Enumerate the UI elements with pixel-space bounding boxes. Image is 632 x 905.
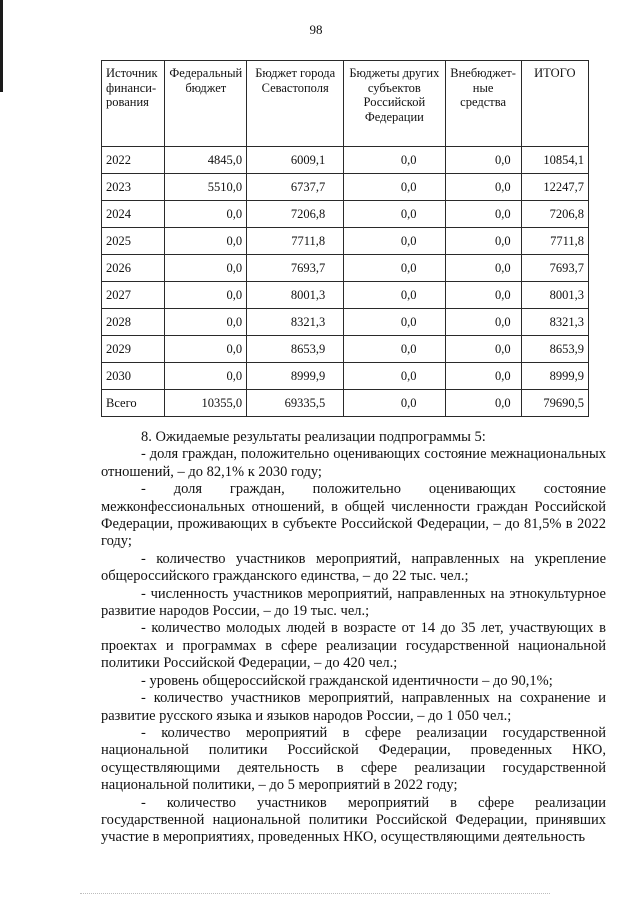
table-row	[102, 363, 589, 390]
cell-sevastopol: 7711,8	[247, 228, 344, 255]
cell-year: 2029	[102, 336, 165, 363]
cell-extrabudgetary: 0,0	[445, 363, 521, 390]
cell-federal: 0,0	[165, 336, 247, 363]
table-row	[102, 309, 589, 336]
cell-sevastopol: 6737,7	[247, 174, 344, 201]
cell-extrabudgetary: 0,0	[445, 228, 521, 255]
table-row	[102, 228, 589, 255]
table-header-row	[102, 61, 589, 147]
table-row	[102, 174, 589, 201]
cell-total: 8653,9	[521, 336, 588, 363]
cell-other-subjects: 0,0	[344, 309, 445, 336]
cell-sevastopol: 8321,3	[247, 309, 344, 336]
result-item: - количество участников мероприятий, направленных на сохранение и развитие русского языка и языков народов России, – до 1 050 чел.;	[101, 690, 606, 724]
result-item: - количество молодых людей в возрасте от 14 до 35 лет, участвующих в проектах и программах в сфере реализации государственной национальной политики Российской Федерации, – до 420 чел.;	[101, 620, 606, 672]
header-total: ИТОГО	[521, 61, 588, 147]
result-item: - количество участников мероприятий в сфере реализации государственной национальной политики Российской Федерации, принявших участие в мероприятиях, проведенных НКО, осуществляющими деятельность	[101, 794, 606, 846]
cell-year: 2026	[102, 255, 165, 282]
cell-total: 7693,7	[521, 255, 588, 282]
cell-year: 2022	[102, 147, 165, 174]
cell-total: 7206,8	[521, 201, 588, 228]
cell-extrabudgetary: 0,0	[445, 336, 521, 363]
cell-federal: 0,0	[165, 282, 247, 309]
cell-sevastopol: 7693,7	[247, 255, 344, 282]
cell-sevastopol: 8653,9	[247, 336, 344, 363]
cell-total: 7711,8	[521, 228, 588, 255]
cell-sevastopol: 6009,1	[247, 147, 344, 174]
result-item: - количество мероприятий в сфере реализации государственной национальной политики Российской Федерации, проведенных НКО, осуществляющими деятельность в сфере реализации государственной национальной политики, – до 5 мероприятий в 2022 году;	[101, 724, 606, 794]
cell-sevastopol: 8999,9	[247, 363, 344, 390]
table-row	[102, 201, 589, 228]
cell-year: 2030	[102, 363, 165, 390]
cell-other-subjects: 0,0	[344, 201, 445, 228]
cell-total: 8999,9	[521, 363, 588, 390]
cell-total: 8001,3	[521, 282, 588, 309]
cell-federal: 0,0	[165, 228, 247, 255]
cell-extrabudgetary: 0,0	[445, 390, 521, 417]
cell-other-subjects: 0,0	[344, 363, 445, 390]
result-item: - доля граждан, положительно оценивающих состояние межнациональных отношений, – до 82,1% к 2030 году;	[101, 446, 606, 480]
cell-extrabudgetary: 0,0	[445, 147, 521, 174]
cell-other-subjects: 0,0	[344, 282, 445, 309]
header-extrabudgetary: Внебюджет-ные средства	[445, 61, 521, 147]
table-header	[102, 61, 589, 147]
result-item: - уровень общероссийской гражданской идентичности – до 90,1%;	[141, 672, 553, 689]
cell-total: 79690,5	[521, 390, 588, 417]
cell-year: 2028	[102, 309, 165, 336]
cell-total: 8321,3	[521, 309, 588, 336]
scan-bottom-artifact	[80, 893, 550, 895]
page-number: 98	[309, 22, 323, 37]
table-row	[102, 255, 589, 282]
table-row	[102, 147, 589, 174]
result-item: - количество участников мероприятий, направленных на укрепление общероссийского гражданского единства, – до 22 тыс. чел.;	[101, 550, 606, 585]
cell-year: 2024	[102, 201, 165, 228]
header-sevastopol-budget: Бюджет города Севастополя	[247, 61, 344, 147]
cell-federal: 0,0	[165, 309, 247, 336]
table-row-total	[102, 390, 589, 417]
header-source: Источник финанси-рования	[102, 61, 165, 147]
cell-federal: 0,0	[165, 201, 247, 228]
cell-sevastopol: 8001,3	[247, 282, 344, 309]
result-item: - численность участников мероприятий, направленных на этнокультурное развитие народов России, – до 19 тыс. чел.;	[101, 585, 606, 620]
result-item: - доля граждан, положительно оценивающих состояние межконфессиональных отношений, в общей численности граждан Российской Федерации, проживающих в субъекте Российской Федерации, – до 81,5% в 2022 году;	[101, 481, 606, 550]
cell-other-subjects: 0,0	[344, 228, 445, 255]
cell-other-subjects: 0,0	[344, 174, 445, 201]
cell-extrabudgetary: 0,0	[445, 282, 521, 309]
cell-extrabudgetary: 0,0	[445, 174, 521, 201]
cell-total: 10854,1	[521, 147, 588, 174]
cell-other-subjects: 0,0	[344, 255, 445, 282]
table-row	[102, 282, 589, 309]
table-row	[102, 336, 589, 363]
scan-edge-bar	[0, 0, 3, 92]
cell-year: Всего	[102, 390, 165, 417]
header-other-subjects-budgets: Бюджеты других субъектов Российской Федерации	[344, 61, 445, 147]
cell-year: 2025	[102, 228, 165, 255]
cell-other-subjects: 0,0	[344, 390, 445, 417]
cell-extrabudgetary: 0,0	[445, 255, 521, 282]
cell-federal: 10355,0	[165, 390, 247, 417]
cell-extrabudgetary: 0,0	[445, 201, 521, 228]
cell-federal: 0,0	[165, 255, 247, 282]
table-body	[102, 147, 589, 417]
cell-year: 2027	[102, 282, 165, 309]
cell-total: 12247,7	[521, 174, 588, 201]
cell-other-subjects: 0,0	[344, 336, 445, 363]
cell-other-subjects: 0,0	[344, 147, 445, 174]
expected-results-section	[101, 429, 606, 847]
cell-federal: 5510,0	[165, 174, 247, 201]
header-federal-budget: Федеральный бюджет	[165, 61, 247, 147]
section-heading: 8. Ожидаемые результаты реализации подпрограммы 5:	[141, 429, 486, 445]
cell-sevastopol: 69335,5	[247, 390, 344, 417]
cell-sevastopol: 7206,8	[247, 201, 344, 228]
financing-table	[101, 60, 589, 417]
cell-federal: 0,0	[165, 363, 247, 390]
cell-federal: 4845,0	[165, 147, 247, 174]
cell-year: 2023	[102, 174, 165, 201]
cell-extrabudgetary: 0,0	[445, 309, 521, 336]
